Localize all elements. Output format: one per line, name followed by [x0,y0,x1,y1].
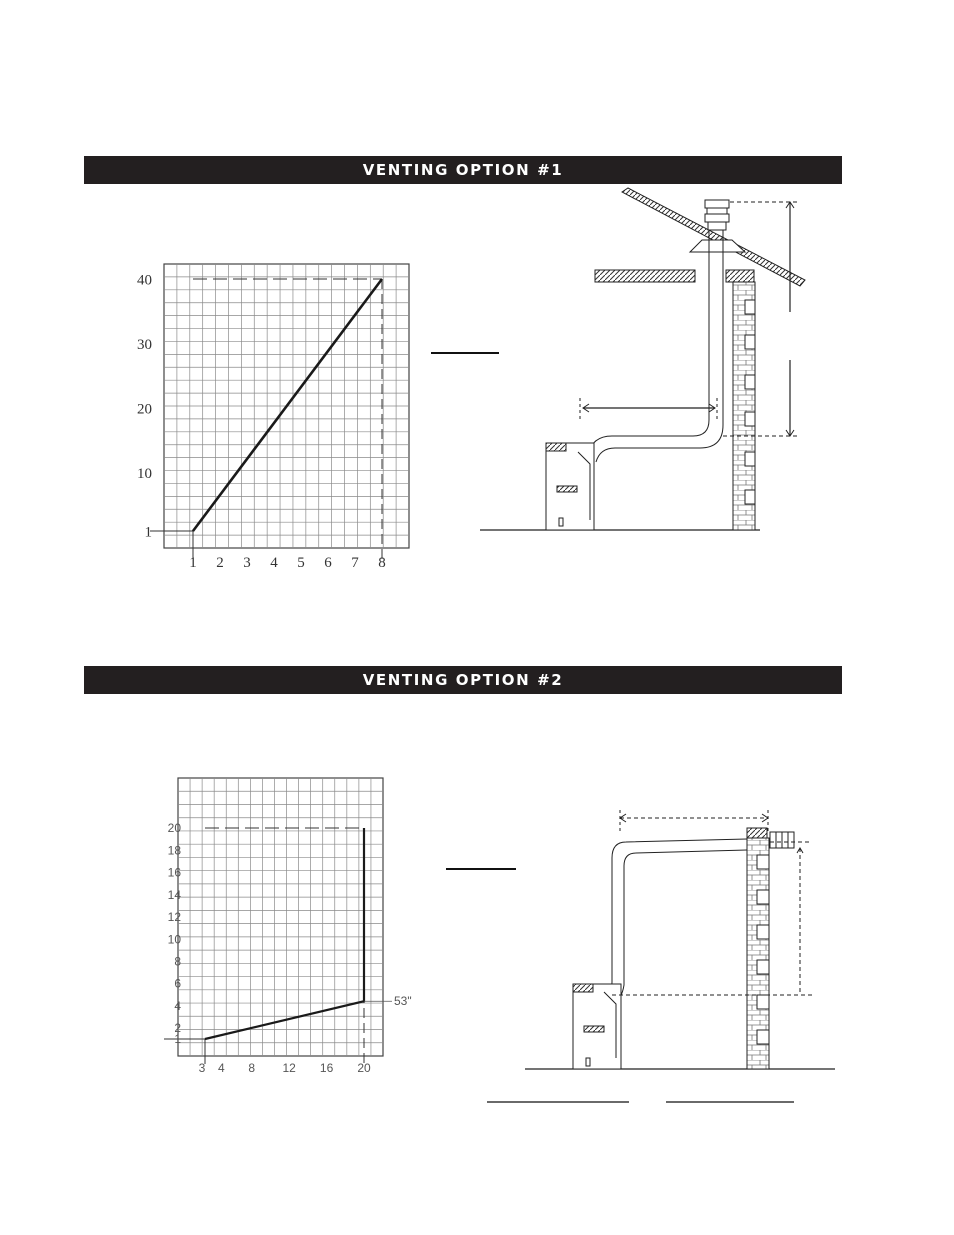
x-tick-label: 16 [319,1061,334,1075]
y-tick-label: 10 [137,466,152,483]
series-line-0 [205,828,364,1039]
vent-illustration-1 [480,188,805,530]
vent-illustration-2 [525,810,835,1069]
y-tick-label: 1 [144,524,152,541]
venting-option-1-banner: VENTING OPTION #1 [84,156,842,184]
chart-frame [178,778,383,1056]
y-tick-label: 8 [174,954,181,969]
x-tick-label: 8 [378,555,386,571]
y-tick-label: 20 [137,401,152,418]
y-tick-label: 14 [167,887,181,902]
vent-pipe-1 [588,230,709,455]
x-tick-label: 4 [270,555,278,571]
ceiling-joist [595,270,695,282]
y-tick-label: 16 [167,865,181,880]
y-tick-label: 4 [174,998,181,1013]
vent-chart-1 [137,264,409,571]
x-tick-label: 6 [324,555,332,571]
y-tick-label: 20 [167,821,181,836]
y-tick-label: 2 [174,1021,181,1036]
x-tick-label: 3 [243,555,251,571]
x-tick-label: 8 [248,1061,256,1075]
y-tick-label: 18 [167,843,181,858]
x-tick-label: 4 [218,1061,225,1075]
y-tick-label: 40 [137,272,152,289]
venting-option-2-banner: VENTING OPTION #2 [84,666,842,694]
x-tick-label: 2 [216,555,224,571]
x-tick-label: 7 [351,555,359,571]
vent-cap-1 [705,200,729,208]
y-tick-label: 30 [137,336,152,353]
annotation-label: 53" [394,994,412,1009]
x-tick-label: 3 [198,1061,206,1075]
x-tick-label: 5 [297,555,305,571]
x-tick-label: 20 [357,1061,371,1075]
x-tick-label: 12 [282,1061,296,1075]
ceiling-joist-right [726,270,754,282]
vent-chart-2 [164,778,412,1075]
y-tick-label: 10 [167,932,181,947]
x-tick-label: 1 [189,555,197,571]
y-tick-label: 12 [167,910,181,925]
y-tick-label: 1 [174,1032,181,1047]
y-tick-label: 6 [174,976,181,991]
series-line-0 [193,279,382,531]
vent-pipe-2 [604,839,747,1000]
